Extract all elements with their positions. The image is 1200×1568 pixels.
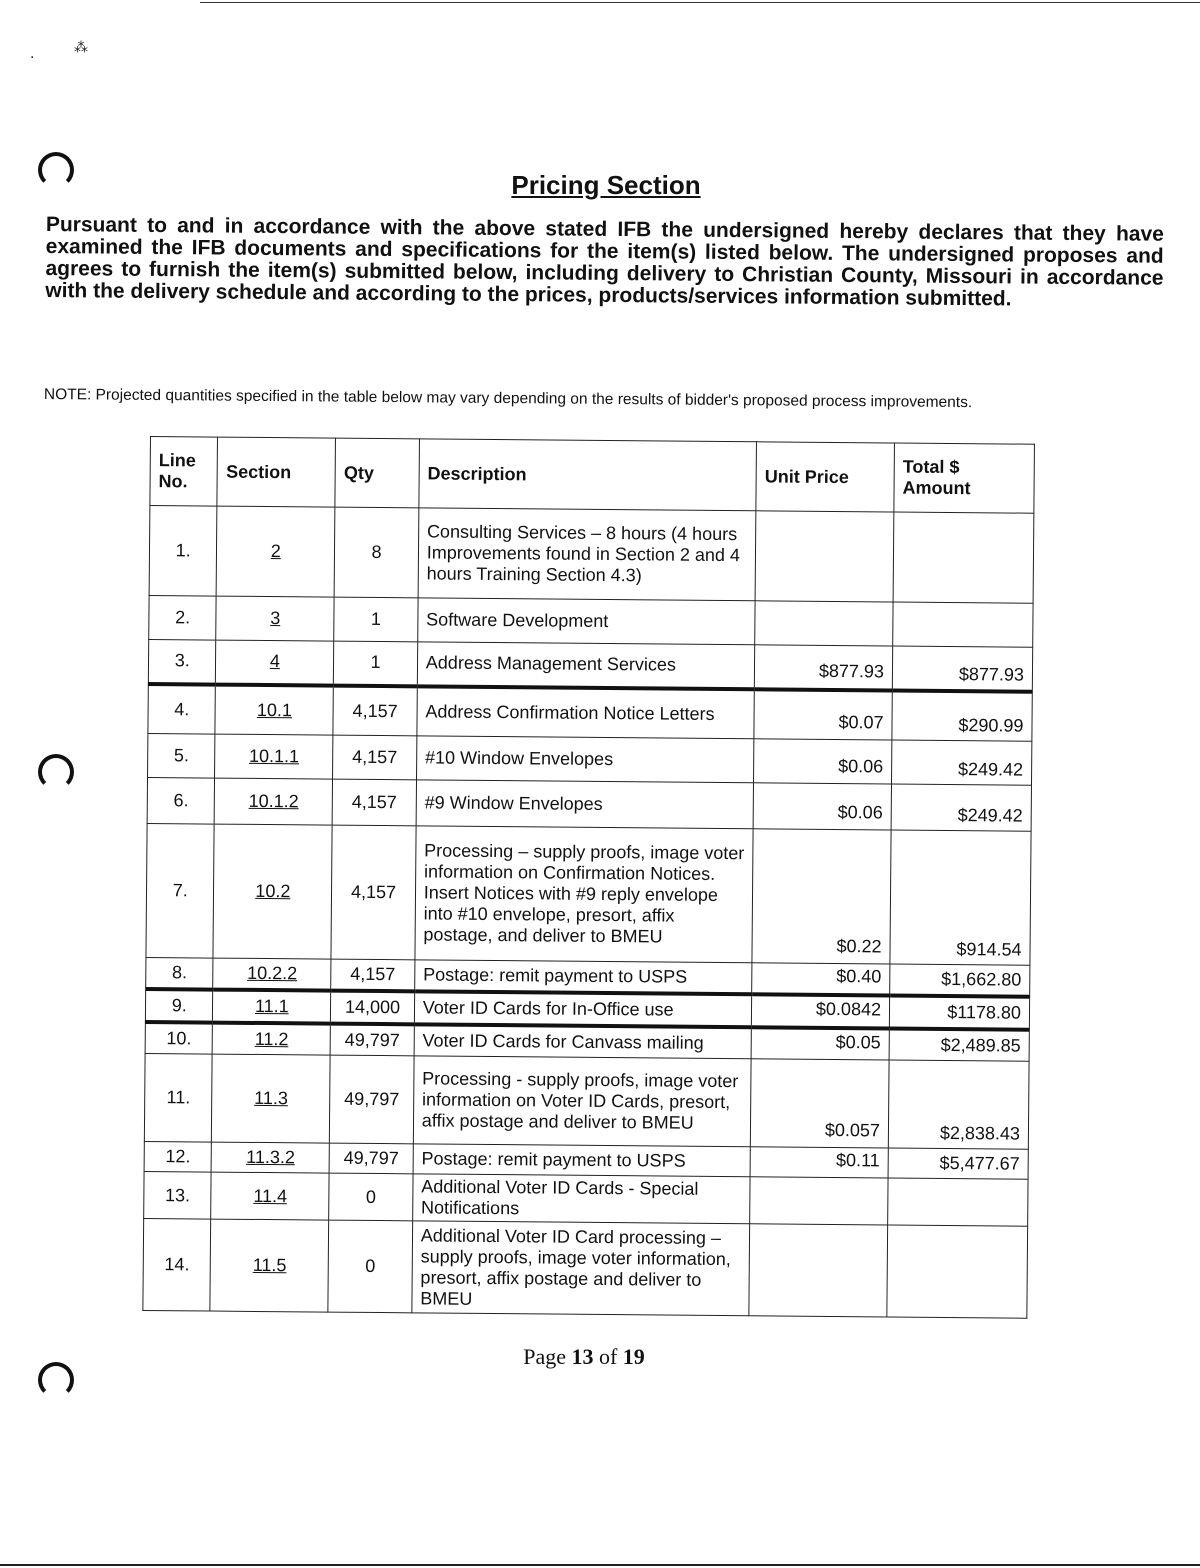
- cell-unit-price: $0.07: [754, 689, 892, 740]
- section-reference: 3: [270, 608, 281, 629]
- section-reference: 4: [269, 651, 280, 672]
- cell-section: [215, 778, 333, 825]
- cell-total-amount: $5,477.67: [888, 1148, 1028, 1179]
- header-section: Section: [217, 437, 335, 507]
- cell-total-amount: $249.42: [892, 740, 1032, 785]
- cell-description: Software Development: [418, 598, 756, 645]
- cell-qty: 4,157: [333, 685, 417, 736]
- cell-description: Address Management Services: [417, 642, 755, 689]
- pricing-table-wrapper: [142, 436, 1035, 1319]
- cell-unit-price: $0.22: [752, 829, 891, 964]
- cell-qty: 49,797: [330, 1055, 414, 1144]
- cell-unit-price: $0.40: [752, 963, 890, 996]
- pricing-table: [142, 436, 1035, 1319]
- cell-total-amount: $2,838.43: [888, 1060, 1029, 1149]
- cell-total-amount: $877.93: [892, 646, 1032, 691]
- cell-section: [216, 640, 334, 685]
- cell-total-amount: $1,662.80: [890, 964, 1030, 997]
- section-reference: 10.2.2: [247, 962, 298, 984]
- punch-hole-icon: [38, 754, 74, 790]
- cell-qty: 14,000: [331, 991, 415, 1025]
- cell-description: Postage: remit payment to USPS: [414, 960, 752, 994]
- note-text: NOTE: Projected quantities specified in the table below may vary depending on the results of bidder's proposed process improvements.: [43, 386, 973, 412]
- cell-qty: 49,797: [329, 1143, 413, 1174]
- cell-unit-price: [749, 1224, 888, 1317]
- cell-section: [211, 1172, 329, 1220]
- cell-line-no: 8.: [146, 957, 214, 989]
- cell-total-amount: [893, 602, 1033, 647]
- cell-description: Additional Voter ID Cards - Special Notifications: [412, 1174, 750, 1224]
- cell-qty: 0: [329, 1173, 413, 1221]
- cell-unit-price: $0.0842: [751, 994, 889, 1028]
- cell-section: [215, 734, 333, 779]
- cell-line-no: 3.: [148, 639, 216, 684]
- cell-description: Processing - supply proofs, image voter information on Voter ID Cards, presort, affix postage and deliver to BMEU: [413, 1056, 751, 1147]
- table-row: [148, 683, 1032, 741]
- table-body: [143, 506, 1034, 1319]
- cell-qty: 8: [334, 507, 418, 598]
- section-reference: 11.4: [253, 1185, 288, 1206]
- section-reference: 10.2: [255, 880, 291, 902]
- cell-section: [213, 1023, 331, 1056]
- header-line-no: Line No.: [150, 437, 218, 507]
- cell-description: #10 Window Envelopes: [416, 736, 754, 783]
- header-unit-price: Unit Price: [756, 442, 895, 512]
- table-row: [147, 777, 1031, 831]
- cell-line-no: 13.: [144, 1171, 212, 1219]
- cell-line-no: 5.: [148, 733, 216, 778]
- cell-section: [213, 990, 331, 1024]
- cell-qty: 4,157: [331, 959, 415, 991]
- section-reference: 11.3: [254, 1087, 289, 1109]
- section-reference: 10.1: [256, 699, 293, 720]
- cell-total-amount: $914.54: [890, 830, 1031, 965]
- cell-unit-price: $0.06: [753, 783, 891, 830]
- header-qty: Qty: [335, 438, 419, 508]
- cell-total-amount: [888, 1178, 1028, 1226]
- cell-unit-price: [750, 1177, 888, 1225]
- cell-description: Address Confirmation Notice Letters: [417, 686, 755, 739]
- header-total-amount: Total $ Amount: [894, 443, 1035, 513]
- table-row: [143, 1218, 1028, 1318]
- cell-total-amount: [887, 1225, 1028, 1318]
- cell-qty: 0: [328, 1220, 412, 1313]
- page-of: of: [598, 1344, 618, 1369]
- cell-section: [215, 684, 333, 735]
- cell-qty: 1: [334, 597, 418, 642]
- cell-qty: 1: [334, 641, 418, 686]
- cell-line-no: 11.: [144, 1053, 212, 1142]
- cell-unit-price: $0.11: [750, 1147, 888, 1178]
- scan-speck: ⁂: [74, 40, 88, 56]
- cell-description: Consulting Services – 8 hours (4 hours Improvements found in Section 2 and 4 hours Training Section 4.3): [418, 508, 756, 601]
- section-reference: 11.2: [254, 1028, 289, 1050]
- cell-qty: 4,157: [331, 825, 416, 960]
- table-row: [148, 733, 1032, 785]
- cell-section: [216, 596, 334, 641]
- cell-section: [217, 506, 336, 597]
- cell-unit-price: $0.05: [751, 1027, 889, 1060]
- cell-total-amount: $290.99: [892, 690, 1032, 741]
- cell-qty: 49,797: [330, 1024, 414, 1056]
- page-number: [0, 1344, 1168, 1370]
- cell-line-no: 9.: [145, 989, 213, 1023]
- cell-total-amount: $1178.80: [889, 995, 1029, 1029]
- cell-total-amount: $2,489.85: [889, 1028, 1029, 1061]
- cell-line-no: 14.: [143, 1218, 211, 1311]
- cell-line-no: 7.: [146, 823, 215, 958]
- cell-description: Voter ID Cards for In-Office use: [414, 991, 752, 1027]
- header-description: Description: [419, 439, 757, 511]
- section-reference: 11.5: [252, 1254, 287, 1276]
- table-row: [149, 595, 1033, 647]
- page-total: 19: [622, 1344, 645, 1369]
- cell-line-no: 6.: [147, 777, 215, 824]
- section-reference: 11.1: [254, 995, 289, 1017]
- cell-description: Voter ID Cards for Canvass mailing: [414, 1024, 752, 1058]
- section-reference: 2: [270, 541, 281, 562]
- cell-description: #9 Window Envelopes: [416, 780, 754, 829]
- cell-total-amount: [893, 512, 1034, 603]
- cell-line-no: 10.: [145, 1022, 213, 1054]
- section-reference: 10.1.1: [248, 745, 300, 767]
- cell-unit-price: $0.06: [754, 739, 892, 784]
- cell-line-no: 2.: [149, 595, 217, 640]
- intro-paragraph: Pursuant to and in accordance with the above stated IFB the undersigned hereby declares that they have examined the IFB documents and specifications for the item(s) listed below. The undersigned proposes and agrees to furnish the item(s) submitted below, including delivery to Christian County, Missouri in accordance with the delivery schedule and according to the prices, products/services information submitted.: [45, 213, 1164, 311]
- cell-description: Additional Voter ID Card processing – supply proofs, image voter information, presort, affix postage and deliver to BMEU: [412, 1221, 750, 1316]
- cell-description: Postage: remit payment to USPS: [413, 1144, 751, 1177]
- cell-line-no: 4.: [148, 683, 216, 734]
- cell-section: [212, 1054, 331, 1143]
- table-header-row: [150, 437, 1035, 514]
- table-row: [149, 506, 1034, 604]
- table-row: [146, 823, 1031, 965]
- cell-qty: 4,157: [332, 779, 416, 826]
- section-reference: 11.3.2: [246, 1146, 296, 1168]
- section-reference: 10.1.2: [248, 790, 299, 812]
- cell-section: [213, 824, 332, 959]
- cell-total-amount: $249.42: [891, 784, 1031, 831]
- cell-unit-price: [755, 511, 894, 602]
- table-row: [148, 639, 1032, 691]
- page-title: Pricing Section: [511, 170, 701, 200]
- cell-qty: 4,157: [333, 735, 417, 780]
- cell-unit-price: [755, 601, 893, 646]
- table-row: [144, 1053, 1029, 1149]
- page-current: 13: [571, 1344, 594, 1369]
- top-edge-rule: [200, 2, 1200, 3]
- bottom-edge-rule: [0, 1564, 1200, 1566]
- cell-unit-price: $877.93: [754, 645, 892, 690]
- cell-section: [212, 1142, 330, 1173]
- cell-description: Processing – supply proofs, image voter information on Confirmation Notices. Insert Notices with #9 reply envelope into #10 envelope, presort, affix postage, and deliver to BMEU: [415, 826, 753, 963]
- table-row: [144, 1171, 1028, 1226]
- page-label: Page: [523, 1344, 566, 1369]
- cell-line-no: 1.: [149, 506, 217, 597]
- cell-line-no: 12.: [144, 1141, 212, 1172]
- cell-section: [210, 1219, 329, 1312]
- cell-unit-price: $0.057: [750, 1059, 889, 1148]
- cell-section: [213, 958, 331, 991]
- scan-speck: ·: [30, 50, 35, 66]
